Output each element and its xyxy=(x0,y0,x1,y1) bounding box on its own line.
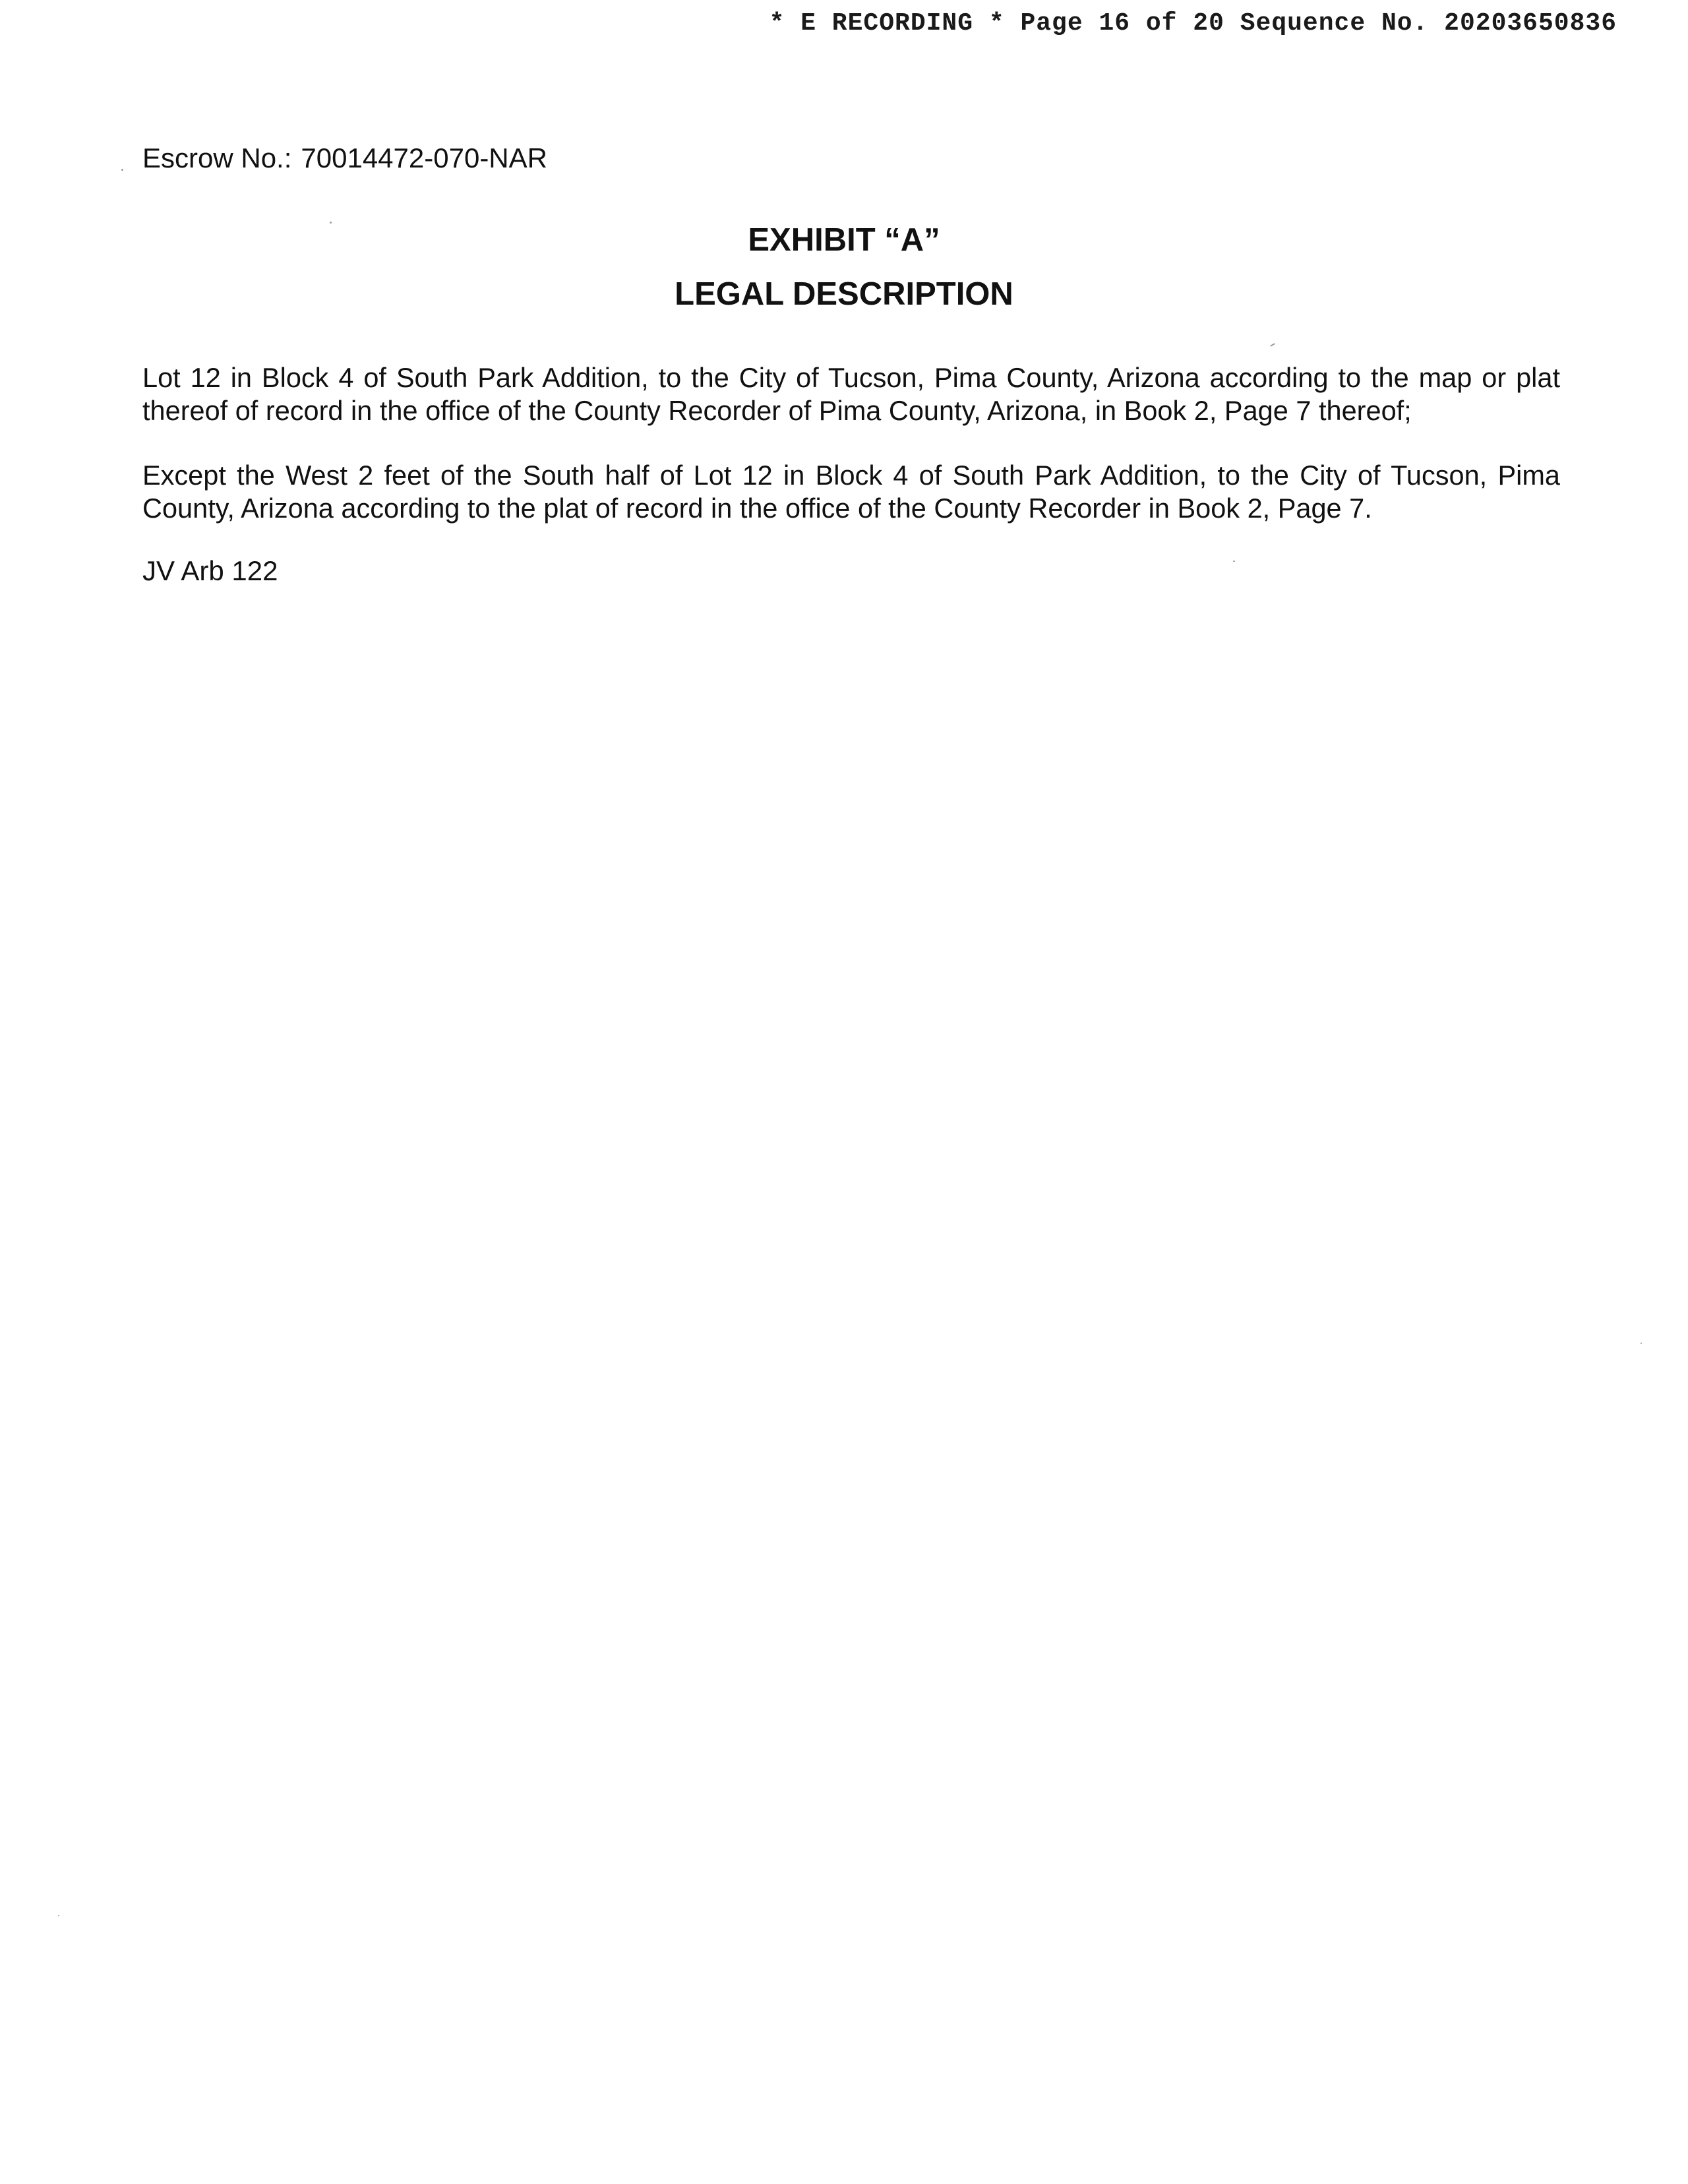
scan-speck xyxy=(1270,343,1275,347)
escrow-label: Escrow No.: xyxy=(142,142,292,173)
reference-note: JV Arb 122 xyxy=(142,555,278,586)
scan-speck xyxy=(1641,1343,1642,1344)
exhibit-title: EXHIBIT “A” xyxy=(748,222,940,258)
exception-paragraph: Except the West 2 feet of the South half of Lot 12 in Block 4 of South Park Addition, to the City of Tucson, Pima County, Arizona according to the plat of record in the office of the County Recorder in Book 2, Page 7. xyxy=(142,460,1560,524)
recording-header: * E RECORDING * Page 16 of 20 Sequence No. 20203650836 xyxy=(769,9,1617,38)
scan-speck xyxy=(58,1915,59,1916)
legal-description-paragraph: Lot 12 in Block 4 of South Park Addition, to the City of Tucson, Pima County, Arizona according to the map or plat thereof of record in the office of the County Recorder of Pima County, Arizona, in Book 2, Page 7 thereof; xyxy=(142,362,1560,426)
scan-speck xyxy=(1233,561,1235,562)
section-title: LEGAL DESCRIPTION xyxy=(675,276,1013,312)
escrow-number: 70014472-070-NAR xyxy=(301,142,547,173)
scan-speck xyxy=(330,222,332,224)
scan-speck xyxy=(121,169,123,171)
escrow-line xyxy=(142,142,547,174)
